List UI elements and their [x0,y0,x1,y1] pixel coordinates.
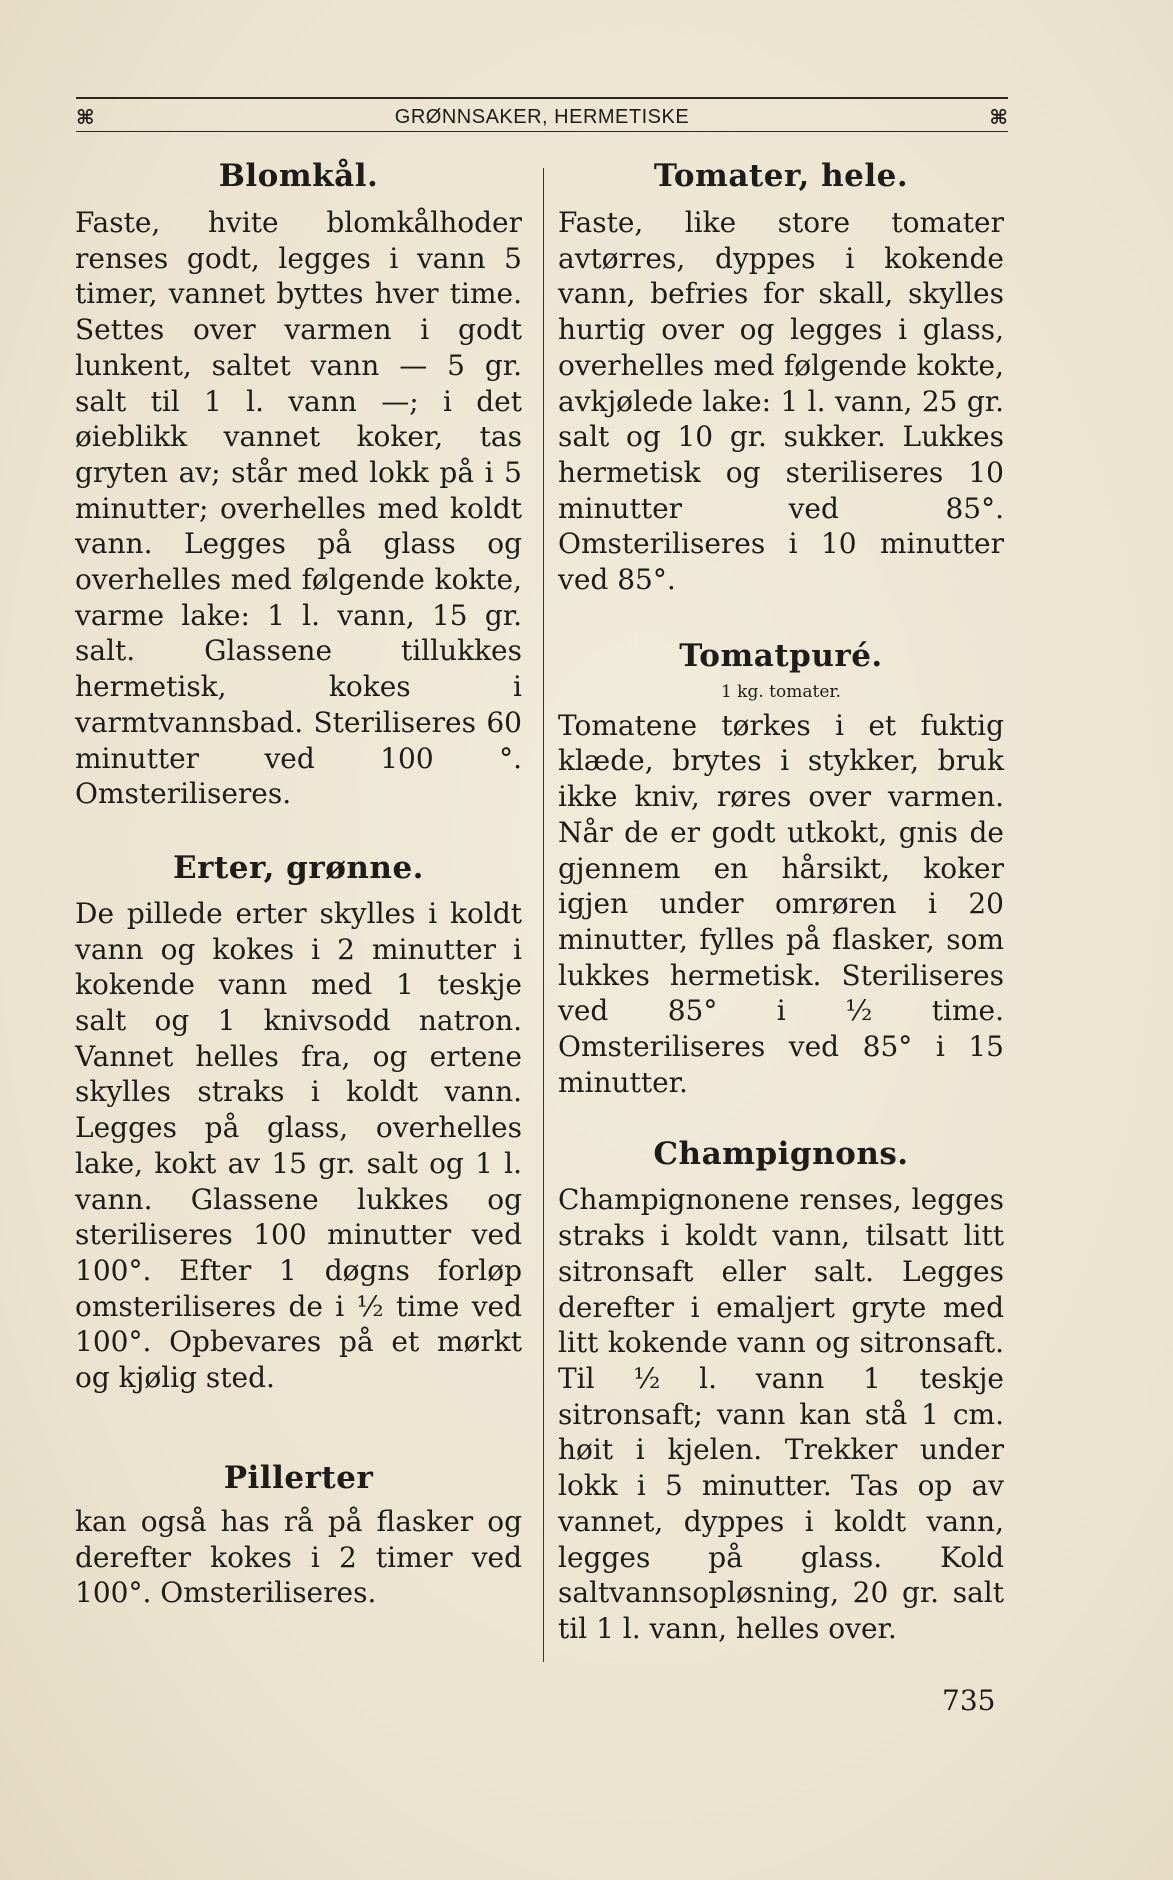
left-column [75,152,522,1611]
running-title: GRØNNSAKER, HERMETISKE [394,105,690,128]
recipe-text-blomkal: Faste, hvite blomkålhoder renses godt, legges i vann 5 timer, vannet byttes hver time. Settes over varmen i godt lunkent, saltet vann — 5 gr. salt til 1 l. vann —; i det øieblikk vannet koker, tas gryten av; står med lokk på i 5 minutter; overhelles med koldt vann. Legges på glass og overhelles med følgende kokte, varme lake: 1 l. vann, 15 gr. salt. Glassene tillukkes hermetisk, kokes i varmtvannsbad. Steriliseres 60 minutter ved 100 °. Omsteriliseres. [75,206,522,811]
header-rule-bottom [76,131,1008,132]
running-header [76,103,1008,131]
recipe-text-erter: De pillede erter skylles i koldt vann og kokes i 2 minutter i kokende vann med 1 teskje salt og 1 knivsodd natron. Vannet helles fra, og ertene skylles straks i koldt vann. Legges på glass, overhelles lake, kokt av 15 gr. salt og 1 l. vann. Glassene lukkes og steriliseres 100 minutter ved 100°. Efter 1 døgns forløp omsteriliseres de i ½ time ved 100°. Opbevares på et mørkt og kjølig sted. [75,896,522,1395]
ornament-left-icon: ⌘ [76,105,95,129]
recipe-heading-erter: Erter, grønne. [173,849,424,886]
recipe-heading-tomatpure: Tomatpuré. [679,637,883,674]
recipe-heading-pillerter: Pillerter [223,1459,374,1496]
recipe-heading-champignons: Champignons. [653,1136,909,1173]
recipe-heading-blomkal: Blomkål. [218,158,379,194]
recipe-subtitle-tomatpure: 1 kg. tomater. [720,681,842,702]
page-number: 735 [942,1684,996,1717]
header-rule-top [76,97,1008,99]
column-divider [543,168,544,1662]
recipe-text-pillerter: kan også has rå på flasker og derefter kokes i 2 timer ved 100°. Omsteriliseres. [75,1504,522,1610]
recipe-heading-tomater: Tomater, hele. [653,158,909,194]
recipe-text-tomater: Faste, like store tomater avtørres, dyppes i kokende vann, befries for skall, skylles hurtig over og legges i glass, overhelles med følgende kokte, avkjølede lake: 1 l. vann, 25 gr. salt og 10 gr. sukker. Lukkes hermetisk og steriliseres 10 minutter ved 85°. Omsteriliseres i 10 minutter ved 85°. [558,206,1004,597]
ornament-right-icon: ⌘ [989,105,1008,129]
recipe-text-champignons: Champignonene renses, legges straks i koldt vann, tilsatt litt sitronsaft eller salt. Legges derefter i emaljert gryte med litt kokende vann og sitronsaft. Til ½ l. vann 1 teskje sitronsaft; vann kan stå 1 cm. høit i kjelen. Trekker under lokk i 5 minutter. Tas op av vannet, dyppes i koldt vann, legges på glass. Kold saltvannsopløsning, 20 gr. salt til 1 l. vann, helles over. [558,1183,1004,1645]
right-column [558,152,1004,1647]
recipe-text-tomatpure: Tomatene tørkes i et fuktig klæde, brytes i stykker, bruk ikke kniv, røres over varmen. Når de er godt utkokt, gnis de gjennem en hårsikt, koker igjen under omrøren i 20 minutter, fylles på flasker, som lukkes hermetisk. Steriliseres ved 85° i ½ time. Omsteriliseres ved 85° i 15 minutter. [558,708,1004,1099]
